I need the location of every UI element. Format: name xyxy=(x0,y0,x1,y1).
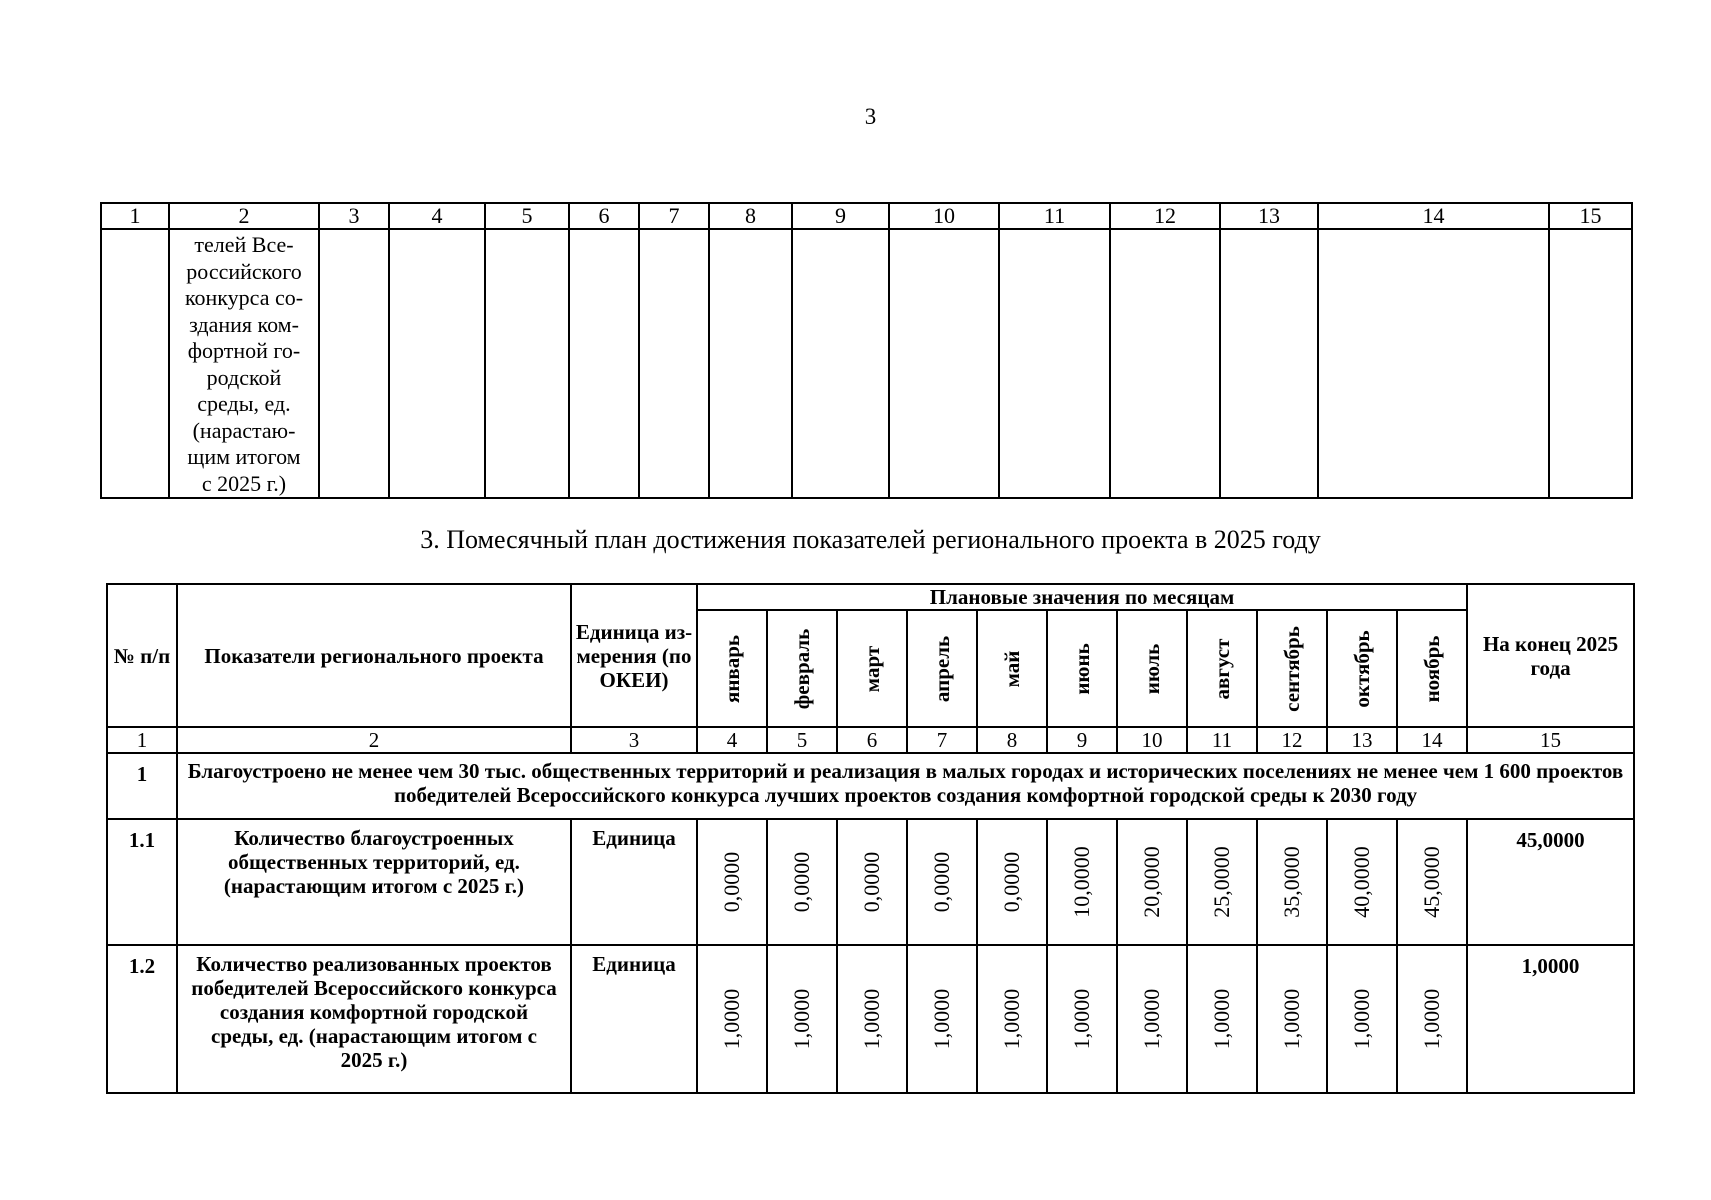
month-value: 1,0000 xyxy=(999,988,1024,1050)
month-value-cell xyxy=(837,819,907,945)
group-num: 1 xyxy=(107,753,177,819)
cont-cell xyxy=(1318,229,1549,498)
end-of-year-value: 1,0000 xyxy=(1467,945,1634,1093)
month-value-cell xyxy=(1047,945,1117,1093)
month-value: 10,0000 xyxy=(1069,846,1094,918)
month-value: 1,0000 xyxy=(789,988,814,1050)
month-label: март xyxy=(860,645,884,692)
month-label: май xyxy=(1000,650,1024,687)
month-header xyxy=(1187,610,1257,727)
month-value: 40,0000 xyxy=(1349,846,1374,918)
month-value: 0,0000 xyxy=(859,851,884,913)
continuation-header-row xyxy=(101,203,1632,229)
month-label: февраль xyxy=(790,628,814,709)
month-label: ноябрь xyxy=(1420,635,1445,702)
plan-column-number: 7 xyxy=(907,727,977,753)
indicator-num: 1.2 xyxy=(107,945,177,1093)
plan-column-number: 11 xyxy=(1187,727,1257,753)
plan-column-number: 9 xyxy=(1047,727,1117,753)
month-value-cell xyxy=(1117,945,1187,1093)
cont-text-line: фортной го- xyxy=(187,338,301,363)
month-value: 1,0000 xyxy=(1069,988,1094,1050)
month-value: 20,0000 xyxy=(1139,846,1164,918)
month-header xyxy=(697,610,767,727)
cont-cell xyxy=(792,229,889,498)
month-header xyxy=(1397,610,1467,727)
cont-cell xyxy=(1110,229,1220,498)
indicator-num: 1.1 xyxy=(107,819,177,945)
month-value: 1,0000 xyxy=(859,988,884,1050)
cont-text-line: российского xyxy=(186,258,302,284)
month-value-cell xyxy=(977,945,1047,1093)
cont-column-number: 11 xyxy=(999,203,1110,229)
header-end-of-year: На конец 2025 года xyxy=(1467,584,1634,727)
month-value: 1,0000 xyxy=(1139,988,1164,1050)
cont-cell xyxy=(389,229,485,498)
cont-column-number: 12 xyxy=(1110,203,1220,229)
cont-cell xyxy=(569,229,639,498)
plan-column-number: 8 xyxy=(977,727,1047,753)
month-value: 0,0000 xyxy=(929,851,954,913)
cont-text-line: (нарастаю- xyxy=(192,417,296,443)
continuation-body-row xyxy=(101,229,1632,498)
cont-cell xyxy=(485,229,569,498)
month-value-cell xyxy=(977,819,1047,945)
cont-column-number: 2 xyxy=(169,203,319,229)
cont-text-line: родской xyxy=(206,364,282,390)
month-value-cell xyxy=(1047,819,1117,945)
cont-indicator-text xyxy=(170,230,318,497)
month-header xyxy=(1117,610,1187,727)
month-header xyxy=(1327,610,1397,727)
month-value: 1,0000 xyxy=(1209,988,1234,1050)
plan-column-number: 3 xyxy=(571,727,697,753)
indicator-unit: Единица xyxy=(571,945,697,1093)
plan-group-row xyxy=(107,753,1634,819)
plan-column-number: 15 xyxy=(1467,727,1634,753)
cont-cell xyxy=(889,229,999,498)
month-header xyxy=(1047,610,1117,727)
month-value-cell xyxy=(1327,819,1397,945)
month-value: 1,0000 xyxy=(719,988,744,1050)
cont-column-number: 10 xyxy=(889,203,999,229)
plan-column-number: 10 xyxy=(1117,727,1187,753)
cont-column-number: 8 xyxy=(709,203,792,229)
page-number: 3 xyxy=(864,104,877,129)
cont-cell xyxy=(101,229,169,498)
month-label: апрель xyxy=(930,635,954,702)
month-header xyxy=(977,610,1047,727)
plan-column-number: 6 xyxy=(837,727,907,753)
cont-indicator-cell xyxy=(169,229,319,498)
month-value-cell xyxy=(1257,945,1327,1093)
month-value-cell xyxy=(767,945,837,1093)
month-value-cell xyxy=(1117,819,1187,945)
group-name: Благоустроено не менее чем 30 тыс. общественных территорий и реализация в малых городах и исторических поселениях не менее чем 1 600 проектов победителей Всероссийского конкурса лучших проектов создания комфортной городской среды к 2030 году xyxy=(177,753,1634,819)
cont-text-line: с 2025 г.) xyxy=(201,470,287,496)
plan-column-number: 4 xyxy=(697,727,767,753)
plan-column-number: 14 xyxy=(1397,727,1467,753)
indicator-name: Количество реализованных проектов победителей Всероссийского конкурса создания комфортной городской среды, ед. (нарастающим итогом с 2025 г.) xyxy=(177,945,571,1093)
month-header xyxy=(1257,610,1327,727)
month-header xyxy=(907,610,977,727)
header-planned-group: Плановые значения по месяцам xyxy=(697,584,1467,610)
month-value-cell xyxy=(907,819,977,945)
month-value-cell xyxy=(767,819,837,945)
plan-column-number: 2 xyxy=(177,727,571,753)
cont-column-number: 13 xyxy=(1220,203,1318,229)
cont-column-number: 6 xyxy=(569,203,639,229)
header-num: № п/п xyxy=(107,584,177,727)
month-label: январь xyxy=(720,634,744,703)
header-unit: Единица из-мерения (по ОКЕИ) xyxy=(571,584,697,727)
indicator-row xyxy=(107,945,1634,1093)
plan-column-number: 13 xyxy=(1327,727,1397,753)
month-header xyxy=(767,610,837,727)
end-of-year-value: 45,0000 xyxy=(1467,819,1634,945)
month-value-cell xyxy=(1397,945,1467,1093)
indicator-name: Количество благоустроенных общественных территорий, ед. (нарастающим итогом с 2025 г.) xyxy=(177,819,571,945)
cont-column-number: 3 xyxy=(319,203,389,229)
plan-header-row-1 xyxy=(107,584,1634,610)
month-label: август xyxy=(1210,638,1234,699)
cont-cell xyxy=(1220,229,1318,498)
month-value-cell xyxy=(837,945,907,1093)
month-value-cell xyxy=(1187,945,1257,1093)
month-value: 1,0000 xyxy=(929,988,954,1050)
monthly-plan-table xyxy=(106,583,1635,1094)
cont-text-line: телей Все- xyxy=(194,232,294,257)
continuation-table xyxy=(100,202,1633,499)
month-value-cell xyxy=(697,945,767,1093)
month-value: 45,0000 xyxy=(1419,846,1445,918)
plan-column-number: 5 xyxy=(767,727,837,753)
month-value: 0,0000 xyxy=(789,851,814,913)
cont-cell xyxy=(709,229,792,498)
cont-cell xyxy=(639,229,709,498)
month-value-cell xyxy=(697,819,767,945)
month-value-cell xyxy=(1187,819,1257,945)
cont-column-number: 9 xyxy=(792,203,889,229)
section-title: 3. Помесячный план достижения показателей регионального проекта в 2025 году xyxy=(420,525,1321,554)
month-value: 0,0000 xyxy=(719,851,744,913)
month-value-cell xyxy=(1327,945,1397,1093)
cont-text-line: щим итогом xyxy=(187,444,301,469)
indicator-unit: Единица xyxy=(571,819,697,945)
cont-text-line: здания ком- xyxy=(189,311,299,337)
month-value: 35,0000 xyxy=(1279,846,1304,918)
cont-cell xyxy=(999,229,1110,498)
month-value: 25,0000 xyxy=(1209,846,1234,918)
indicator-row xyxy=(107,819,1634,945)
cont-text-line: среды, ед. xyxy=(197,391,291,416)
month-value-cell xyxy=(1397,819,1467,945)
cont-text-line: конкурса со- xyxy=(184,285,304,310)
cont-column-number: 4 xyxy=(389,203,485,229)
cont-column-number: 15 xyxy=(1549,203,1632,229)
cont-column-number: 14 xyxy=(1318,203,1549,229)
cont-cell xyxy=(319,229,389,498)
cont-column-number: 7 xyxy=(639,203,709,229)
plan-column-number-row xyxy=(107,727,1634,753)
month-value: 1,0000 xyxy=(1279,988,1304,1050)
plan-column-number: 12 xyxy=(1257,727,1327,753)
month-label: сентябрь xyxy=(1280,625,1304,712)
cont-column-number: 5 xyxy=(485,203,569,229)
cont-column-number: 1 xyxy=(101,203,169,229)
month-label: июль xyxy=(1140,643,1164,694)
plan-column-number: 1 xyxy=(107,727,177,753)
cont-cell xyxy=(1549,229,1632,498)
month-value-cell xyxy=(1257,819,1327,945)
month-value: 0,0000 xyxy=(999,851,1024,913)
month-value: 1,0000 xyxy=(1419,988,1445,1050)
header-indicator: Показатели регионального проекта xyxy=(177,584,571,727)
month-value: 1,0000 xyxy=(1349,988,1374,1050)
month-header xyxy=(837,610,907,727)
month-label: октябрь xyxy=(1350,629,1374,708)
month-label: июнь xyxy=(1070,642,1094,695)
month-value-cell xyxy=(907,945,977,1093)
